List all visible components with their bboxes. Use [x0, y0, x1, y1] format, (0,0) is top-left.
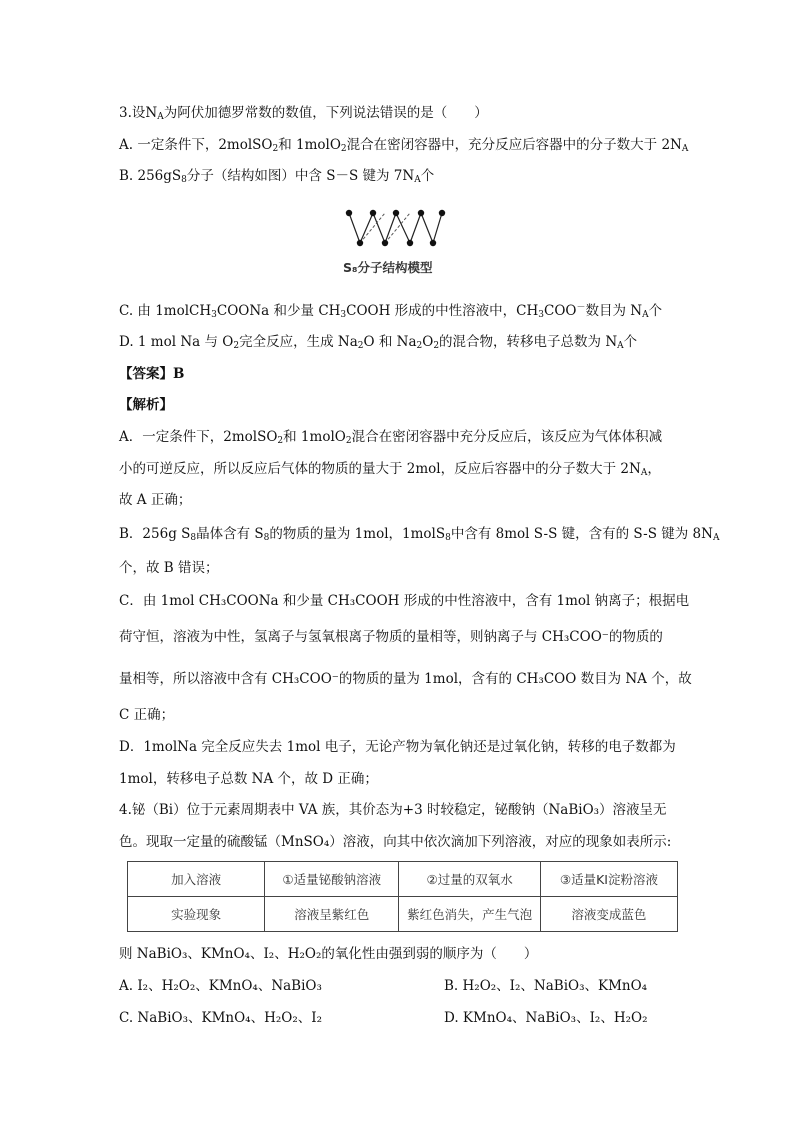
table-cell: 加入溶液 [128, 862, 265, 897]
explanation-c-line3: 量相等，所以溶液中含有 CH₃COO⁻的物质的量为 1mol，含有的 CH₃COO 数目为 NA 个，故 [119, 671, 692, 687]
figure-caption: S₈分子结构模型 [343, 260, 433, 275]
q3-option-b: B. $256gS_8$分子（结构如图）中含 S－S 键为 $7N_A$个 [119, 168, 435, 185]
table-cell: ③适量KI淀粉溶液 [540, 862, 677, 897]
q4-stem-line2: 色。现取一定量的硫酸锰（MnSO₄）溶液，向其中依次滴加下列溶液，对应的现象如表所示: [119, 834, 672, 850]
table-cell: 实验现象 [128, 897, 265, 932]
table-cell: ①适量铋酸钠溶液 [265, 862, 399, 897]
explanation-c-line1: C．由 1mol CH₃COONa 和少量 CH₃COOH 形成的中性溶液中，含有 1mol 钠离子；根据电 [119, 593, 690, 609]
answer-label: 【答案】B [119, 366, 185, 382]
q3-option-d: D. 1 mol Na 与 $O_2$完全反应，生成 $Na_2O$ 和 $Na_2O_2$的混合物，转移电子总数为 $N_A$个 [119, 334, 638, 351]
observation-table [127, 861, 678, 932]
q3-option-a: A. 一定条件下，2molSO$_2$和 1molO$_2$混合在密闭容器中，充分反应后容器中的分子数大于 $2N_A$ [119, 137, 689, 154]
explanation-d-line2: 1mol，转移电子总数 NA 个，故 D 正确； [119, 771, 378, 787]
table-cell: 溶液呈紫红色 [265, 897, 399, 932]
table-cell: 紫红色消失，产生气泡 [399, 897, 540, 932]
q3-stem: 3.设$N_A$为阿伏加德罗常数的数值，下列说法错误的是（ ） [119, 105, 488, 122]
table-cell: 溶液变成蓝色 [540, 897, 677, 932]
explanation-c-line2: 荷守恒，溶液为中性，氢离子与氢氧根离子物质的量相等，则钠离子与 CH₃COO⁻的物质的 [119, 629, 663, 645]
explanation-d-line1: D．1molNa 完全反应失去 1mol 电子，无论产物为氧化钠还是过氧化钠，转移的电子数都为 [119, 739, 676, 755]
q3-option-c: C. 由 1molCH$_3$COONa 和少量 $CH_3COOH$ 形成的中性溶液中，$CH_3COO^-$数目为 $N_A$个 [119, 303, 663, 320]
explanation-b-line2: 个，故 B 错误； [119, 560, 219, 576]
table-row [128, 862, 678, 897]
explanation-a-line3: 故 A 正确； [119, 492, 192, 508]
q4-ask: 则 NaBiO₃、KMnO₄、I₂、H₂O₂的氧化性由强到弱的顺序为（ ） [119, 946, 538, 962]
table-cell: ②过量的双氧水 [399, 862, 540, 897]
q4-option-d: D. KMnO₄、NaBiO₃、I₂、H₂O₂ [444, 1010, 648, 1026]
explanation-b-line1: B．256g $S_8$晶体含有 $S_8$的物质的量为 1mol，1molS$_8$中含有 8mol S-S 键，含有的 S-S 键为 $8N_A$ [119, 526, 720, 543]
analysis-label: 【解析】 [119, 397, 173, 413]
q4-stem-line1: 4.铋（Bi）位于元素周期表中 VA 族，其价态为+3 时较稳定，铋酸钠（NaBiO₃）溶液呈无 [119, 802, 667, 818]
explanation-a-line1: A．一定条件下，2molSO$_2$和 1molO$_2$混合在密闭容器中充分反应后，该反应为气体体积减 [119, 429, 663, 446]
q4-option-b: B. H₂O₂、I₂、NaBiO₃、KMnO₄ [444, 978, 648, 994]
table-row [128, 897, 678, 932]
explanation-a-line2: 小的可逆反应，所以反应后气体的物质的量大于 2mol，反应后容器中的分子数大于 $2N_A$， [119, 461, 661, 478]
q4-option-a: A. I₂、H₂O₂、KMnO₄、NaBiO₃ [119, 978, 322, 994]
q4-option-c: C. NaBiO₃、KMnO₄、H₂O₂、I₂ [119, 1010, 323, 1026]
explanation-c-line4: C 正确； [119, 707, 175, 723]
